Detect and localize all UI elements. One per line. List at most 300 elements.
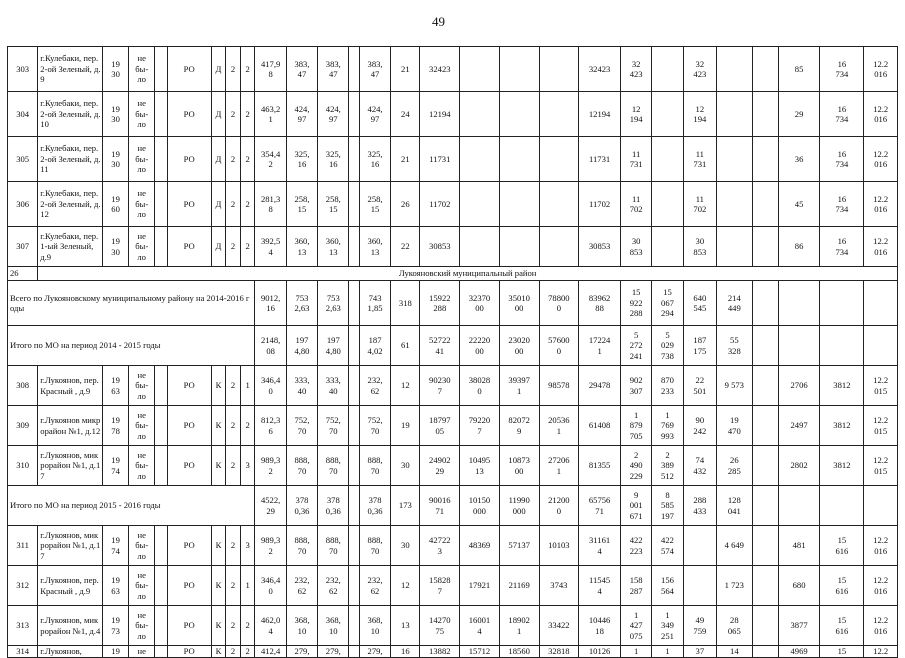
subtotal-cell: 378 0,36 [286, 486, 317, 526]
address-cell: г.Лукоянов, пер.Красный , д.9 [38, 366, 103, 406]
table-cell: 29478 [579, 366, 621, 406]
subtotal-cell: 640 545 [683, 281, 716, 326]
table-cell: 870 233 [652, 366, 683, 406]
subtotal-cell: 22220 00 [460, 326, 500, 366]
table-cell: 12.2 016 [864, 227, 898, 267]
table-cell: 232, 62 [286, 566, 317, 606]
table-row [8, 137, 898, 182]
subtotal-cell: 173 [391, 486, 420, 526]
table-cell [349, 366, 359, 406]
table-cell: РО [167, 182, 211, 227]
subtotal-cell: 753 2,63 [318, 281, 349, 326]
table-cell: 325, 16 [318, 137, 349, 182]
table-cell: К [211, 366, 226, 406]
table-cell: 368, 10 [318, 606, 349, 646]
table-cell: 10873 00 [499, 446, 539, 486]
table-cell: 279, [359, 646, 390, 658]
table-cell: 19 63 [103, 366, 129, 406]
subtotal-cell: 15 922 288 [620, 281, 651, 326]
table-cell: 38028 0 [460, 366, 500, 406]
table-cell: 2 [240, 92, 255, 137]
table-cell: РО [167, 646, 211, 658]
table-cell [752, 92, 778, 137]
table-cell [539, 92, 579, 137]
table-cell: 11 702 [620, 182, 651, 227]
subtotal-cell: 57600 0 [539, 326, 579, 366]
table-cell: 21 [391, 47, 420, 92]
subtotal-cell: 61 [391, 326, 420, 366]
table-cell: 12 194 [620, 92, 651, 137]
table-cell: 2 [226, 137, 241, 182]
table-cell: 30 [391, 526, 420, 566]
table-cell: 19 470 [717, 406, 753, 446]
subtotal-cell [349, 486, 359, 526]
row-number-cell: 304 [8, 92, 38, 137]
table-cell: РО [167, 406, 211, 446]
table-cell: 22 [391, 227, 420, 267]
table-cell: 12194 [420, 92, 460, 137]
table-cell: 19 78 [103, 406, 129, 446]
table-cell [752, 566, 778, 606]
table-cell: 13882 [420, 646, 460, 658]
table-cell: РО [167, 606, 211, 646]
table-cell: 2 [226, 366, 241, 406]
subtotal-cell [864, 281, 898, 326]
table-row [8, 406, 898, 446]
table-cell: 48369 [460, 526, 500, 566]
table-cell: 16 734 [820, 137, 864, 182]
subtotal-cell: 9 001 671 [620, 486, 651, 526]
table-cell [155, 366, 168, 406]
table-cell: 12194 [579, 92, 621, 137]
table-cell: 14 [717, 646, 753, 658]
table-cell [752, 406, 778, 446]
table-row [8, 92, 898, 137]
subtotal-cell: 318 [391, 281, 420, 326]
table-cell: 158 287 [620, 566, 651, 606]
table-cell: 85 [778, 47, 820, 92]
table-cell [349, 646, 359, 658]
table-cell: 12.2 016 [864, 526, 898, 566]
table-cell: 279, [286, 646, 317, 658]
housing-register-table [7, 46, 898, 658]
subtotal-cell [752, 486, 778, 526]
table-cell: 11 702 [683, 182, 716, 227]
table-cell [683, 526, 716, 566]
table-cell: 752, 70 [359, 406, 390, 446]
table-cell: не бы- ло [129, 566, 155, 606]
table-cell [155, 446, 168, 486]
table-cell: 1 [240, 566, 255, 606]
subtotal-cell: 21200 0 [539, 486, 579, 526]
table-cell: 90 242 [683, 406, 716, 446]
table-cell [155, 47, 168, 92]
region-title: Лукояновский муниципальный район [38, 267, 898, 281]
table-cell: 888, 70 [318, 446, 349, 486]
table-cell: 11702 [579, 182, 621, 227]
table-cell: РО [167, 47, 211, 92]
table-cell: 12.2 016 [864, 606, 898, 646]
subtotal-row [8, 281, 898, 326]
subtotal-row [8, 486, 898, 526]
table-cell: 12.2 016 [864, 137, 898, 182]
table-cell [155, 526, 168, 566]
table-cell: 368, 10 [359, 606, 390, 646]
table-cell: не бы- ло [129, 92, 155, 137]
subtotal-cell: 5 272 241 [620, 326, 651, 366]
table-cell: 1 349 251 [652, 606, 683, 646]
subtotal-cell: 128 041 [717, 486, 753, 526]
row-number-cell: 310 [8, 446, 38, 486]
table-cell [717, 137, 753, 182]
table-cell [752, 646, 778, 658]
subtotal-cell: 90016 71 [420, 486, 460, 526]
table-cell: 232, 62 [359, 566, 390, 606]
table-cell: 16 734 [820, 92, 864, 137]
table-cell: не бы- ло [129, 446, 155, 486]
table-cell [155, 406, 168, 446]
table-cell: 26 [391, 182, 420, 227]
table-cell: 19 30 [103, 137, 129, 182]
table-cell: 19 63 [103, 566, 129, 606]
row-number-cell: 309 [8, 406, 38, 446]
table-cell [349, 446, 359, 486]
table-cell: не бы- ло [129, 227, 155, 267]
subtotal-cell: 10150 000 [460, 486, 500, 526]
subtotal-cell [752, 326, 778, 366]
table-cell: 16 734 [820, 182, 864, 227]
table-cell: 481 [778, 526, 820, 566]
table-cell: 2 [226, 446, 241, 486]
table-cell: РО [167, 92, 211, 137]
table-cell: 888, 70 [318, 526, 349, 566]
table-cell: 15828 7 [420, 566, 460, 606]
table-cell: К [211, 406, 226, 446]
table-cell: К [211, 566, 226, 606]
table-cell: 2 389 512 [652, 446, 683, 486]
table-cell [539, 47, 579, 92]
table-cell: 232, 62 [359, 366, 390, 406]
table-cell: 16 [391, 646, 420, 658]
address-cell: г.Кулебаки, пер.2-ой Зеленый, д.11 [38, 137, 103, 182]
table-cell: не бы- ло [129, 406, 155, 446]
subtotal-cell: 55 328 [717, 326, 753, 366]
address-cell: г.Лукоянов, микрорайон №1, д.17 [38, 446, 103, 486]
table-cell [683, 566, 716, 606]
table-cell: 11702 [420, 182, 460, 227]
table-cell: 19 30 [103, 92, 129, 137]
table-cell: 12.2 015 [864, 446, 898, 486]
subtotal-cell [820, 281, 864, 326]
table-cell: 74 432 [683, 446, 716, 486]
table-cell [460, 137, 500, 182]
table-cell: 258, 15 [359, 182, 390, 227]
table-cell: 49 759 [683, 606, 716, 646]
table-cell: 2802 [778, 446, 820, 486]
table-cell: 37 [683, 646, 716, 658]
table-cell: 422 223 [620, 526, 651, 566]
table-cell: 3743 [539, 566, 579, 606]
subtotal-cell: 35010 00 [499, 281, 539, 326]
table-cell: 392,5 4 [255, 227, 286, 267]
row-number-cell: 308 [8, 366, 38, 406]
table-cell [539, 227, 579, 267]
table-cell: 2 [226, 526, 241, 566]
table-cell: 989,3 2 [255, 526, 286, 566]
table-cell [155, 566, 168, 606]
table-cell [460, 182, 500, 227]
table-cell: 812,3 6 [255, 406, 286, 446]
table-cell: не [129, 646, 155, 658]
table-cell [349, 182, 359, 227]
subtotal-cell: 15922 288 [420, 281, 460, 326]
table-cell [752, 227, 778, 267]
table-cell: 1 723 [717, 566, 753, 606]
row-number-cell: 312 [8, 566, 38, 606]
table-cell: 27206 1 [539, 446, 579, 486]
table-cell: 11545 4 [579, 566, 621, 606]
table-cell: 20536 1 [539, 406, 579, 446]
table-cell [499, 47, 539, 92]
subtotal-cell: 32370 00 [460, 281, 500, 326]
table-cell: 30853 [420, 227, 460, 267]
table-cell: Д [211, 137, 226, 182]
subtotal-cell: 78800 0 [539, 281, 579, 326]
subtotal-cell: 9012, 16 [255, 281, 286, 326]
table-cell: 32423 [420, 47, 460, 92]
table-cell: 346,4 0 [255, 366, 286, 406]
subtotal-cell [752, 281, 778, 326]
table-cell: 354,4 2 [255, 137, 286, 182]
table-cell: 19 30 [103, 47, 129, 92]
table-cell: не бы- ло [129, 606, 155, 646]
table-cell: 279, [318, 646, 349, 658]
table-cell: 12 [391, 366, 420, 406]
table-cell: 888, 70 [286, 526, 317, 566]
table-cell: 4 649 [717, 526, 753, 566]
subtotal-cell: 17224 1 [579, 326, 621, 366]
table-cell [349, 526, 359, 566]
table-cell: 10103 [539, 526, 579, 566]
table-cell: 3877 [778, 606, 820, 646]
table-cell: 86 [778, 227, 820, 267]
address-cell: г.Кулебаки, пер.2-ой Зеленый, д.10 [38, 92, 103, 137]
table-cell: 16 734 [820, 227, 864, 267]
table-cell: 2 [226, 606, 241, 646]
table-cell: 18902 1 [499, 606, 539, 646]
table-cell: 424, 97 [359, 92, 390, 137]
table-cell: 12.2 015 [864, 406, 898, 446]
table-cell: 31161 4 [579, 526, 621, 566]
table-cell: Д [211, 227, 226, 267]
table-row [8, 366, 898, 406]
table-cell: 32 423 [620, 47, 651, 92]
address-cell: г.Кулебаки, пер.2-ой Зеленый, д.12 [38, 182, 103, 227]
table-cell: 9 573 [717, 366, 753, 406]
table-cell [349, 406, 359, 446]
table-cell: 2 [226, 566, 241, 606]
table-cell: 333, 40 [286, 366, 317, 406]
subtotal-cell [778, 486, 820, 526]
table-cell: К [211, 606, 226, 646]
table-cell: РО [167, 227, 211, 267]
table-cell: 15 616 [820, 526, 864, 566]
table-cell: 12.2 015 [864, 366, 898, 406]
subtotal-cell: 11990 000 [499, 486, 539, 526]
table-cell: 2706 [778, 366, 820, 406]
table-cell: РО [167, 526, 211, 566]
subtotal-cell: 15 067 294 [652, 281, 683, 326]
subtotal-cell [820, 326, 864, 366]
address-cell: г.Лукоянов, пер.Красный , д.9 [38, 566, 103, 606]
row-number-cell: 305 [8, 137, 38, 182]
table-cell [460, 227, 500, 267]
table-cell: 1 [620, 646, 651, 658]
table-cell: 360, 13 [318, 227, 349, 267]
table-cell: 2 [226, 47, 241, 92]
table-cell: 680 [778, 566, 820, 606]
table-cell [717, 92, 753, 137]
table-cell: не бы- ло [129, 137, 155, 182]
subtotal-cell [864, 326, 898, 366]
table-cell [752, 366, 778, 406]
table-cell: 383, 47 [286, 47, 317, 92]
table-row [8, 646, 898, 658]
table-cell [460, 92, 500, 137]
table-cell: 36 [778, 137, 820, 182]
table-cell: РО [167, 566, 211, 606]
address-cell: г.Лукоянов микрорайон №1, д.12 [38, 406, 103, 446]
table-cell: 2 [226, 182, 241, 227]
table-cell [349, 47, 359, 92]
table-cell: 32818 [539, 646, 579, 658]
table-cell: РО [167, 366, 211, 406]
table-cell: 232, 62 [318, 566, 349, 606]
table-cell: 11 731 [620, 137, 651, 182]
table-cell: не бы- ло [129, 47, 155, 92]
table-cell: Д [211, 182, 226, 227]
table-cell [349, 227, 359, 267]
row-number-cell: 313 [8, 606, 38, 646]
subtotal-cell: 753 2,63 [286, 281, 317, 326]
subtotal-cell: 83962 88 [579, 281, 621, 326]
table-cell: К [211, 646, 226, 658]
table-cell: 2 [240, 606, 255, 646]
table-cell: 1 769 993 [652, 406, 683, 446]
table-cell [652, 227, 683, 267]
table-row [8, 566, 898, 606]
table-cell: 752, 70 [286, 406, 317, 446]
table-cell: 412,4 [255, 646, 286, 658]
table-cell: 30853 [579, 227, 621, 267]
table-cell: 424, 97 [286, 92, 317, 137]
table-cell: 4969 [778, 646, 820, 658]
table-cell: 12.2 016 [864, 566, 898, 606]
table-cell: 752, 70 [318, 406, 349, 446]
table-cell: 888, 70 [359, 446, 390, 486]
table-cell [349, 137, 359, 182]
table-cell: 258, 15 [286, 182, 317, 227]
table-cell: 2 [226, 646, 241, 658]
table-cell: 3812 [820, 406, 864, 446]
subtotal-cell: 4522, 29 [255, 486, 286, 526]
table-cell: 1 [652, 646, 683, 658]
subtotal-label: Итого по МО на период 2015 - 2016 годы [8, 486, 255, 526]
subtotal-cell: 214 449 [717, 281, 753, 326]
table-cell: 61408 [579, 406, 621, 446]
table-cell: 24 [391, 92, 420, 137]
table-cell: 3 [240, 446, 255, 486]
table-cell [652, 137, 683, 182]
table-cell: 2 [226, 92, 241, 137]
table-cell: РО [167, 446, 211, 486]
table-cell: 3812 [820, 366, 864, 406]
row-number-cell: 311 [8, 526, 38, 566]
table-cell: К [211, 526, 226, 566]
table-cell: 57137 [499, 526, 539, 566]
table-cell: 383, 47 [318, 47, 349, 92]
subtotal-cell: 23020 00 [499, 326, 539, 366]
address-cell: г.Лукоянов, [38, 646, 103, 658]
page-number: 49 [432, 14, 445, 29]
table-cell: 21169 [499, 566, 539, 606]
table-cell [460, 47, 500, 92]
table-row [8, 526, 898, 566]
subtotal-cell [864, 486, 898, 526]
subtotal-cell [349, 326, 359, 366]
table-cell: 417,9 8 [255, 47, 286, 92]
table-cell: 81355 [579, 446, 621, 486]
table-cell [155, 646, 168, 658]
subtotal-cell: 197 4,80 [286, 326, 317, 366]
table-cell: 989,3 2 [255, 446, 286, 486]
table-cell: К [211, 446, 226, 486]
table-cell: 26 285 [717, 446, 753, 486]
table-cell: Д [211, 47, 226, 92]
table-cell: 30 [391, 446, 420, 486]
table-cell: 11 731 [683, 137, 716, 182]
table-cell: 14270 75 [420, 606, 460, 646]
table-cell: 888, 70 [286, 446, 317, 486]
table-cell: 1 427 075 [620, 606, 651, 646]
table-cell: 42722 3 [420, 526, 460, 566]
table-cell [499, 182, 539, 227]
table-cell: 10495 13 [460, 446, 500, 486]
table-cell: не бы- ло [129, 182, 155, 227]
table-cell: 325, 16 [359, 137, 390, 182]
table-cell [349, 92, 359, 137]
subtotal-cell: 8 585 197 [652, 486, 683, 526]
table-cell: 19 73 [103, 606, 129, 646]
subtotal-cell: 187 4,02 [359, 326, 390, 366]
address-cell: г.Лукоянов, микрорайон №1, д.17 [38, 526, 103, 566]
table-cell: 19 [103, 646, 129, 658]
subtotal-cell: 5 029 738 [652, 326, 683, 366]
table-cell [539, 182, 579, 227]
table-cell: 346,4 0 [255, 566, 286, 606]
table-cell: 15712 [460, 646, 500, 658]
table-cell: 2 [226, 406, 241, 446]
table-cell [752, 182, 778, 227]
table-cell: 82072 9 [499, 406, 539, 446]
table-cell: 11731 [579, 137, 621, 182]
row-number-cell: 303 [8, 47, 38, 92]
subtotal-cell: 378 0,36 [318, 486, 349, 526]
subtotal-cell [778, 326, 820, 366]
table-cell [155, 227, 168, 267]
subtotal-cell: 65756 71 [579, 486, 621, 526]
table-cell: 2 [240, 137, 255, 182]
